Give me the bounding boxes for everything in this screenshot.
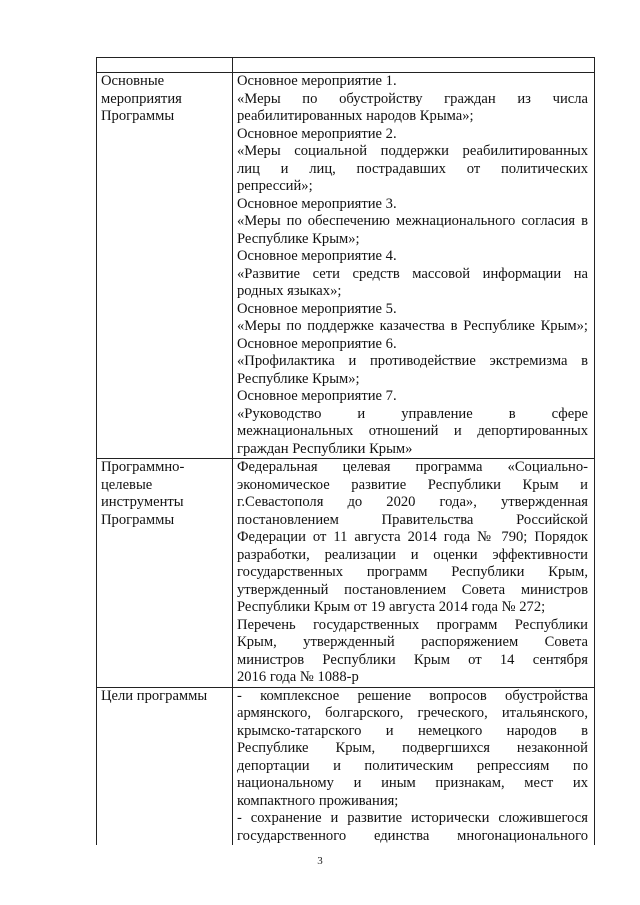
row-content-line: «Профилактика и противодействие экстремизма в: [237, 353, 588, 369]
row-label-cell: [97, 687, 233, 845]
table-body: [97, 58, 595, 846]
row-content-line: государственного единства многонационального: [237, 827, 588, 844]
row-content-line: Перечень государственных программ Республики: [237, 616, 588, 633]
row-content-line: утвержденный постановлением Совета министров: [237, 581, 588, 598]
row-content-line: репрессий»;: [237, 178, 313, 194]
row-content-line: депортации и политическим репрессиям по: [237, 757, 588, 774]
row-label-line: Программно-: [101, 459, 185, 475]
page-number: 3: [317, 855, 323, 867]
row-content-line: реабилитированных народов Крыма»;: [237, 108, 474, 124]
row-content-line: Республике Крым, подвергшихся незаконной: [237, 740, 588, 756]
row-content-line: постановлением Правительства Российской: [237, 511, 588, 528]
row-label-line: мероприятия: [101, 90, 182, 107]
row-content-line: Основное мероприятие 7.: [237, 388, 397, 404]
row-label-line: Цели программы: [101, 687, 208, 704]
row-content-line: крымско-татарского и немецкого народов в: [237, 722, 588, 739]
program-passport-table: [96, 57, 595, 845]
row-content-line: армянского, болгарского, греческого, итальянского,: [237, 705, 588, 721]
row-content-line: государственных программ Республики Крым,: [237, 564, 588, 580]
row-label-cell: [97, 73, 233, 459]
row-content-line: Основное мероприятие 4.: [237, 248, 397, 264]
row-content-line: Основное мероприятие 3.: [237, 195, 397, 212]
row-content-line: экономическое развитие Республики Крым и: [237, 476, 588, 493]
row-content-line: «Меры социальной поддержки реабилитированных: [237, 143, 588, 159]
table-row: [97, 73, 595, 459]
row-content-line: граждан Республики Крым»: [237, 440, 413, 457]
table-row: [97, 687, 595, 845]
row-content-line: «Меры по обустройству граждан из числа: [237, 90, 588, 107]
row-content-line: Республике Крым»;: [237, 370, 360, 387]
row-content-line: - сохранение и развитие исторически сложившегося: [237, 810, 588, 826]
table-header-row: [97, 58, 595, 73]
row-content-line: Федерации от 11 августа 2014 года № 790; Порядок: [237, 529, 588, 545]
row-label-cell: [97, 459, 233, 688]
row-content-line: национальному и иным признакам, мест их: [237, 775, 588, 791]
row-content-line: - комплексное решение вопросов обустройства: [237, 687, 588, 704]
row-content-cell: [233, 73, 595, 459]
row-content-line: «Меры по обеспечению межнационального согласия в: [237, 213, 588, 229]
row-content-cell: [233, 459, 595, 688]
row-content-line: Республики Крым от 19 августа 2014 года № 272;: [237, 599, 546, 615]
row-content-line: Крым, утвержденный распоряжением Совета: [237, 634, 588, 650]
row-content-line: Основное мероприятие 6.: [237, 335, 397, 352]
table-row: [97, 459, 595, 688]
row-content-line: Федеральная целевая программа «Социально-: [237, 459, 588, 475]
row-content-line: Республике Крым»;: [237, 230, 360, 247]
row-content-line: лиц и лиц, пострадавших от политических: [237, 160, 588, 177]
row-content-cell: [233, 687, 595, 845]
row-label-line: целевые: [101, 476, 153, 493]
header-cell-right: [233, 58, 595, 73]
row-label-line: инструменты: [101, 494, 184, 510]
row-label-line: Программы: [101, 108, 175, 124]
row-content-line: министров Республики Крым от 14 сентября: [237, 651, 588, 668]
row-content-line: Основное мероприятие 5.: [237, 300, 397, 317]
row-content-line: разработки, реализации и оценки эффективности: [237, 546, 588, 563]
row-content-line: 2016 года № 1088-р: [237, 669, 359, 685]
row-content-line: межнациональных отношений и депортированных: [237, 423, 588, 439]
row-label-line: Основные: [101, 73, 165, 89]
row-content-line: «Руководство и управление в сфере: [237, 405, 588, 422]
row-content-line: «Меры по поддержке казачества в Республике Крым»;: [237, 318, 588, 334]
row-content-line: Основное мероприятие 2.: [237, 125, 397, 142]
row-label-line: Программы: [101, 511, 175, 528]
row-content-line: компактного проживания;: [237, 792, 399, 809]
row-content-line: родных языках»;: [237, 283, 342, 299]
row-content-line: Основное мероприятие 1.: [237, 73, 397, 89]
row-content-line: г.Севастополя до 2020 года», утвержденная: [237, 494, 588, 510]
header-cell-left: [97, 58, 233, 73]
row-content-line: «Развитие сети средств массовой информации на: [237, 265, 588, 282]
